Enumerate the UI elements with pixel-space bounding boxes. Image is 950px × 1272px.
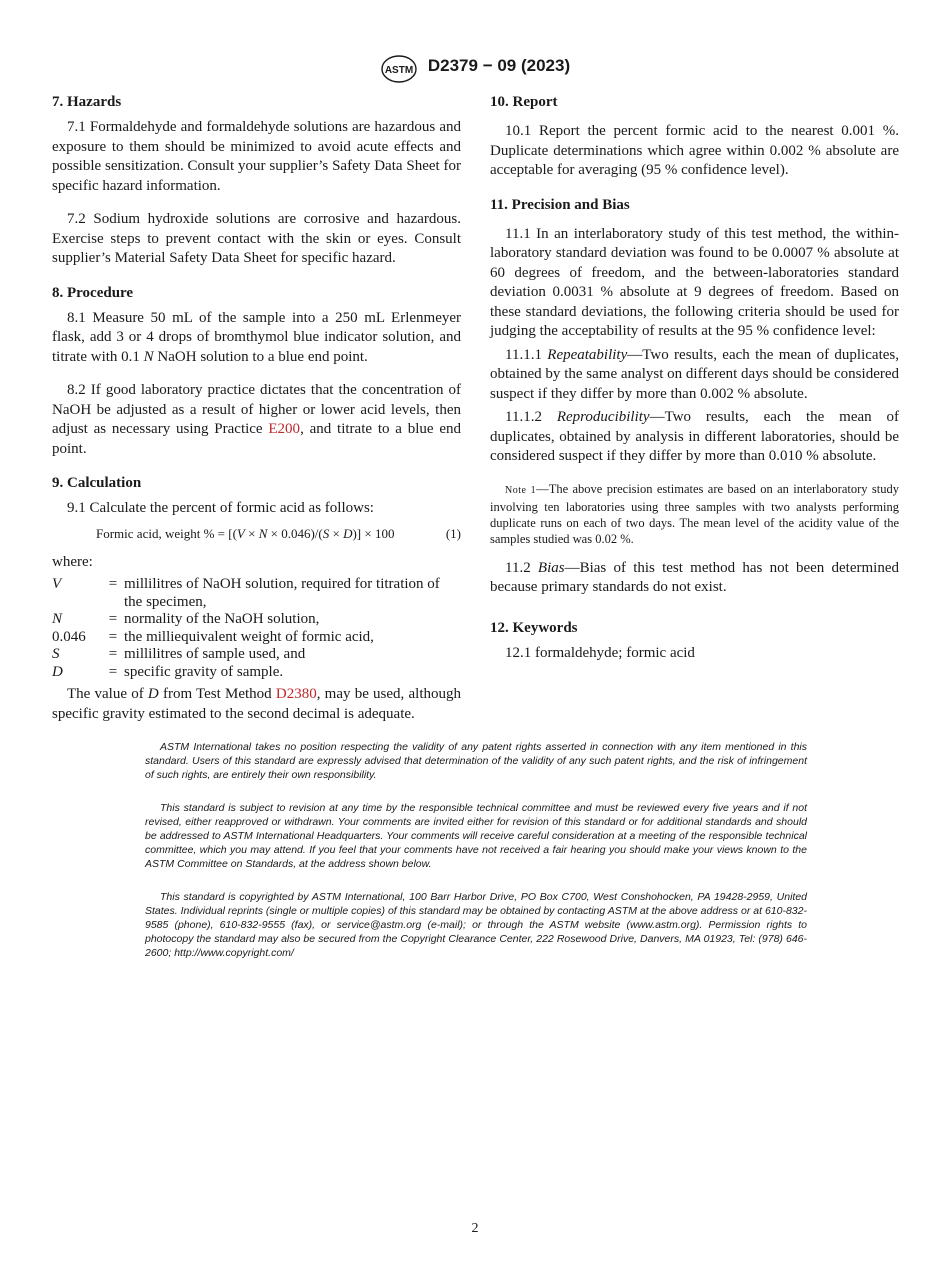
footer-revision-notice: This standard is subject to revision at any time by the responsible technical committee and must be reviewed every five years and if not revised, either reapproved or withdrawn. Your comments are invited either for revision of this standard or for additional standards and should be addressed to ASTM International Headquarters. Your comments will receive careful consideration at a meeting of the responsible technical committee, which you may attend. If you feel that your comments have not received a fair hearing you should make your views known to the ASTM Committee on Standards, at the address shown below. [145, 802, 807, 870]
section-heading-keywords: 12. Keywords [490, 619, 578, 636]
astm-logo [380, 54, 418, 84]
footer-patent-notice: ASTM International takes no position respecting the validity of any patent rights asserted in connection with any item mentioned in this standard. Users of this standard are expressly advised that determination of the validity of any such patent rights, and the risk of infringement of such rights, are entirely their own responsibility. [145, 741, 807, 781]
footer-copyright-notice: This standard is copyrighted by ASTM International, 100 Barr Harbor Drive, PO Box C700, West Conshohocken, PA 19428-2959, United States. Individual reprints (single or multiple copies) of this standard may be obtained by contacting ASTM at the above address or at 610-832-9585 (phone), 610-832-9555 (fax), or service@astm.org (e-mail); or through the ASTM website (www.astm.org). Permission rights to photocopy the standard may also be secured from the Copyright Clearance Center, 222 Rosewood Drive, Danvers, MA 01923, Tel: (978) 646-2600; http://www.copyright.com/ [145, 891, 807, 959]
equation-number: (1) [445, 525, 461, 541]
equation-formula: Formic acid, weight % = [(V × N × 0.046)/(S × D)] × 100 [96, 525, 395, 541]
section-heading-hazards: 7. Hazards [52, 94, 122, 110]
paragraph-8-1: 8.1 Measure 50 mL of the sample into a 250 mL Erlenmeyer flask, add 3 or 4 drops of bromthymol blue indicator solution, and titrate with 0.1 N NaOH solution to a blue end point. [52, 309, 461, 365]
page-number: 2 [471, 1221, 479, 1236]
paragraph-11-1: 11.1 In an interlaboratory study of this test method, the within-laboratory standard deviation was found to be 0.0007 % absolute at 60 degrees of freedom, and the between-laboratories standard deviation 0.0031 % absolute at 9 degrees of freedom. Based on these standard deviations, the following criteria should be used for judging the acceptability of results at the 95 % confidence level: [490, 225, 899, 339]
section-heading-precision: 11. Precision and Bias [490, 196, 630, 213]
link-d2380[interactable]: D2380 [275, 686, 317, 702]
paragraph-11-1-2: 11.1.2 Reproducibility—Two results, each the mean of duplicates, obtained by analysis in different laboratories, should be considered suspect if they differ by more than 0.010 % absolute. [490, 409, 899, 464]
definition-row: D = specific gravity of sample. [52, 663, 284, 680]
paragraph-11-2: 11.2 Bias—Bias of this test method has not been determined because primary standards do not exist. [490, 559, 899, 595]
right-column [490, 92, 899, 667]
definition-row: N = normality of the NaOH solution, [52, 611, 320, 627]
paragraph-12-1: 12.1 formaldehyde; formic acid [505, 644, 695, 661]
paragraph-7-2: 7.2 Sodium hydroxide solutions are corrosive and hazardous. Exercise steps to prevent contact with the skin or eyes. Consult supplier’s Material Safety Data Sheet for specific hazard. [52, 211, 461, 266]
note-1: Note 1—The above precision estimates are based on an interlaboratory study involving ten laboratories using three samples with two analysts performing duplicate runs on each of two days. The mean level of the acidity value of the samples studied was 0.02 %. [490, 481, 899, 546]
page-header [0, 54, 950, 84]
astm-logo-text: ASTM [384, 65, 414, 76]
section-heading-procedure: 8. Procedure [52, 284, 134, 301]
paragraph-8-2: 8.2 If good laboratory practice dictates that the concentration of NaOH be adjusted as a result of higher or lower acid levels, then adjust as necessary using Practice E200, and titrate to a blue end point. [52, 382, 461, 457]
paragraph-7-1: 7.1 Formaldehyde and formaldehyde solutions are hazardous and exposure to them should be minimized to avoid acute effects and possible sensitization. Consult your supplier’s Safety Data Sheet for specific hazard information. [52, 119, 461, 194]
link-e200[interactable]: E200 [268, 421, 301, 437]
paragraph-9-2: The value of D from Test Method D2380, may be used, although specific gravity estimated to the second decimal is adequate. [52, 686, 461, 722]
where-label: where: [52, 553, 93, 570]
paragraph-10-1: 10.1 Report the percent formic acid to the nearest 0.001 %. Duplicate determinations which agree within 0.002 % absolute are acceptable for averaging (95 % confidence level). [490, 123, 899, 178]
section-heading-calculation: 9. Calculation [52, 475, 142, 491]
section-heading-report: 10. Report [490, 94, 558, 110]
definition-row: 0.046 = the milliequivalent weight of formic acid, [52, 628, 374, 645]
paragraph-11-1-1: 11.1.1 Repeatability—Two results, each the mean of duplicates, obtained by the same analyst on different days should be considered suspect if they differ by more than 0.002 % absolute. [490, 346, 899, 402]
left-column [52, 92, 461, 728]
equation-1 [52, 523, 461, 545]
variable-definitions [52, 576, 461, 681]
definition-row: S = millilitres of sample used, and [52, 646, 306, 662]
document-designation: D2379 − 09 (2023) [427, 56, 571, 75]
paragraph-9-1: 9.1 Calculate the percent of formic acid as follows: [67, 500, 374, 516]
definition-row: V = millilitres of NaOH solution, required for titration of the specimen, [52, 576, 440, 610]
footer-notices [145, 740, 807, 979]
